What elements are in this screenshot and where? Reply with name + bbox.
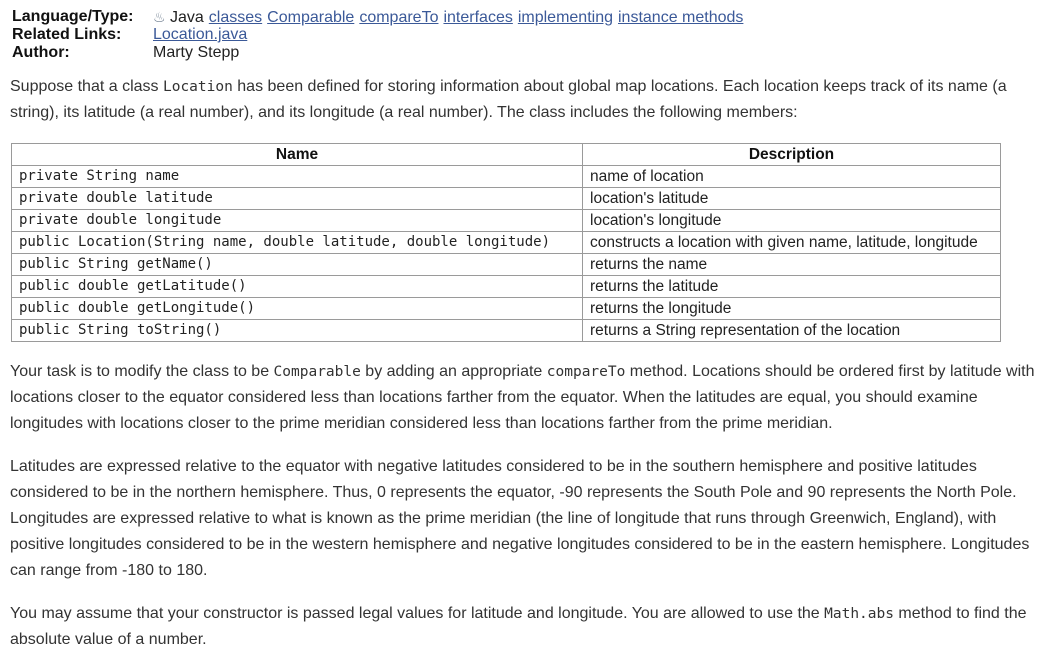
links-row: [12, 26, 743, 44]
table-header-row: [12, 144, 1001, 166]
member-description: location's longitude: [583, 210, 1001, 232]
member-name: private double longitude: [12, 210, 583, 232]
java-cup-icon: ♨: [153, 9, 166, 25]
table-row: [12, 210, 1001, 232]
links-label: Related Links:: [12, 26, 122, 43]
table-row: [12, 232, 1001, 254]
assume-code-math-abs: Math.abs: [824, 606, 894, 622]
table-row: [12, 254, 1001, 276]
member-description: returns the name: [583, 254, 1001, 276]
problem-meta: [12, 8, 743, 62]
task-code-comparable: Comparable: [273, 364, 361, 380]
member-name: private double latitude: [12, 188, 583, 210]
task-paragraph: [10, 359, 1055, 437]
tag-link-interfaces[interactable]: interfaces: [443, 9, 513, 26]
assume-text-2: method to find the absolute value of a number.: [10, 605, 1027, 648]
table-row: [12, 276, 1001, 298]
location-java-link[interactable]: Location.java: [153, 26, 248, 43]
intro-code-location: Location: [162, 79, 233, 95]
member-description: constructs a location with given name, latitude, longitude: [583, 232, 1001, 254]
member-name: public String toString(): [12, 320, 583, 342]
author-label: Author:: [12, 44, 70, 61]
member-name: public String getName(): [12, 254, 583, 276]
tag-link-classes[interactable]: classes: [208, 9, 263, 26]
details-paragraph: Latitudes are expressed relative to the equator with negative latitudes considered to be in the southern hemisphere and positive latitudes considered to be in the northern hemisphere. Thus, 0 represents the equator, -90 represents the South Pole and 90 represents the North Pole. Longitudes are expressed relative to what is known as the prime meridian (the line of longitude that runs through Greenwich, England), with positive longitudes considered to be in the western hemisphere and negative longitudes considered to be in the eastern hemisphere. Longitudes can range from -180 to 180.: [10, 458, 1030, 579]
table-row: [12, 166, 1001, 188]
intro-text-2: has been defined for storing information about global map locations. Each location keeps track of its name (a string), its latitude (a real number), and its longitude (a real number). The class includes the following members:: [10, 78, 1007, 121]
member-description: location's latitude: [583, 188, 1001, 210]
task-text-3: method. Locations should be ordered first by latitude with locations closer to the equator considered less than locations farther from the equator. When the latitudes are equal, you should examine longitudes with locations closer to the prime meridian considered less than locations farther from the prime meridian.: [10, 363, 1035, 432]
language-label: Language/Type:: [12, 8, 134, 25]
member-description: returns the longitude: [583, 298, 1001, 320]
language-name: Java: [170, 9, 204, 26]
member-name: public Location(String name, double latitude, double longitude): [12, 232, 583, 254]
task-text-2: by adding an appropriate: [360, 363, 547, 380]
author-row: [12, 44, 743, 62]
language-row: [12, 8, 743, 26]
author-name: Marty Stepp: [153, 44, 240, 61]
member-name: public double getLatitude(): [12, 276, 583, 298]
tag-link-instance-methods[interactable]: instance methods: [618, 9, 744, 26]
intro-paragraph: [10, 74, 1055, 126]
table-row: [12, 188, 1001, 210]
header-description: Description: [583, 144, 1001, 166]
tag-link-implementing[interactable]: implementing: [517, 9, 613, 26]
language-value: [153, 8, 743, 26]
table-row: [12, 320, 1001, 342]
tag-link-comparable[interactable]: Comparable: [267, 9, 355, 26]
member-name: private String name: [12, 166, 583, 188]
task-text-1: Your task is to modify the class to be: [10, 363, 274, 380]
member-description: returns a String representation of the location: [583, 320, 1001, 342]
members-table: [11, 143, 1001, 342]
table-row: [12, 298, 1001, 320]
header-name: Name: [12, 144, 583, 166]
member-description: name of location: [583, 166, 1001, 188]
task-code-compareto: compareTo: [546, 364, 626, 380]
intro-text-1: Suppose that a class: [10, 78, 163, 95]
assume-text-1: You may assume that your constructor is passed legal values for latitude and longitude. You are allowed to use the: [10, 605, 825, 622]
assume-paragraph: [10, 601, 1055, 653]
member-name: public double getLongitude(): [12, 298, 583, 320]
tag-link-compareto[interactable]: compareTo: [359, 9, 439, 26]
member-description: returns the latitude: [583, 276, 1001, 298]
